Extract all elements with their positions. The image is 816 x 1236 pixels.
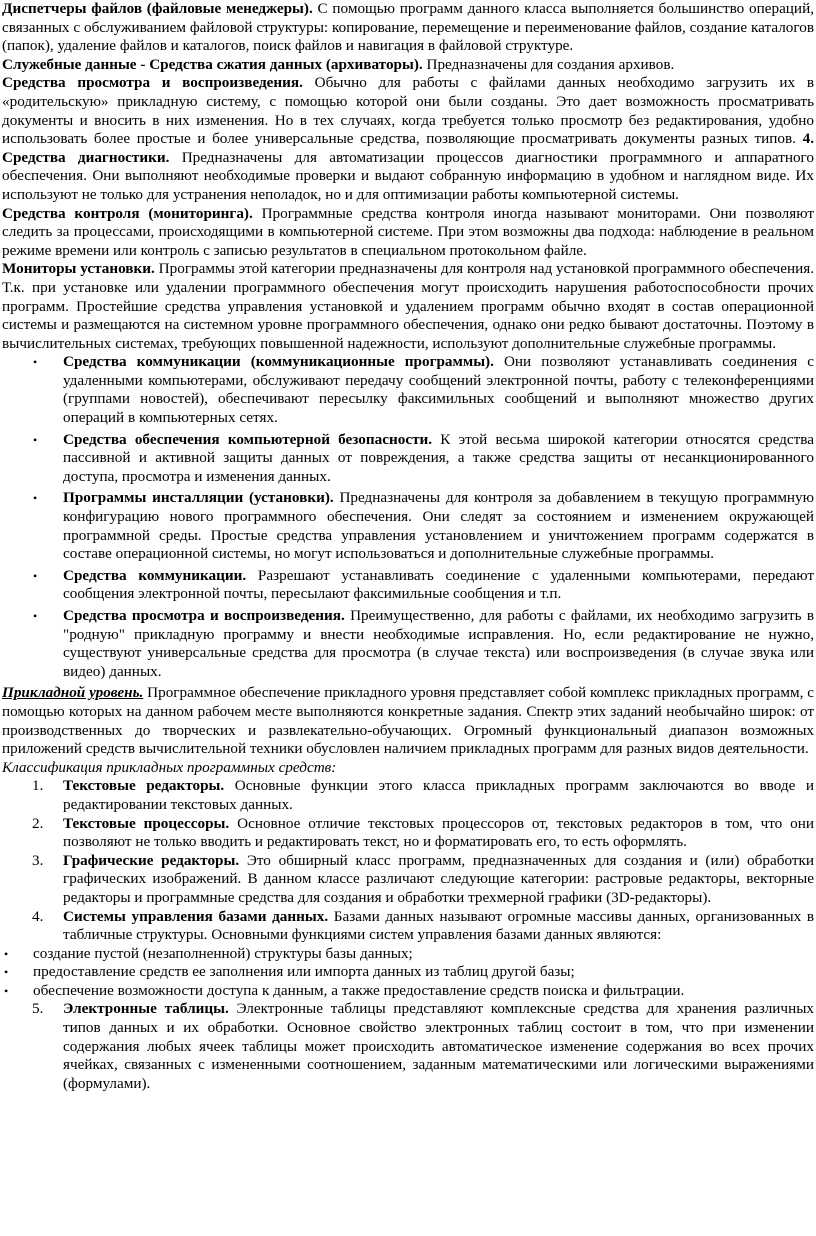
list-item [2, 982, 814, 1001]
item-number: 3. [32, 851, 44, 869]
numbered-item [2, 908, 814, 945]
text-viewers: Обычно для работы с файлами данных необходимо загрузить их в «родительскую» прикладную систему, с помощью которой они были созданы. Это дает возможность просматривать документы и вносить в них изменения. Но в тех случаях, когда требуется только просмотр без редактирования, удобно использовать более простые и более универсальные средства, позволяющие просматривать документы разных типов. [2, 74, 814, 148]
numbered-item [2, 777, 814, 814]
list-item [2, 353, 814, 427]
numbered-item-text: Электронные таблицы представляют комплексные средства для хранения различных типов данных и их обработки. Основное свойство электронных таблиц состоит в том, что при изменении содержания любых ячеек таблицы может происходить автоматическое изменение содержания во всех прочих ячейках, связанных с измененными соотношением, заданным математическими или логическими выражениями (формулами). [63, 1000, 814, 1092]
classification-heading: Классификация прикладных программных средств: [2, 758, 337, 776]
numbered-item [2, 1000, 814, 1093]
list-item [2, 607, 814, 681]
list-item-text: предоставление средств ее заполнения или импорта данных из таблиц другой базы; [33, 963, 575, 981]
list-item [2, 945, 814, 964]
numbered-item-text: Основные функции этого класса прикладных программ заключаются во вводе и редактировании текстовых данных. [63, 777, 814, 813]
list-item-text: К этой весьма широкой категории относятся средства пассивной и активной защиты данных от повреждения, а также средства защиты от несанкционированного доступа, просмотра и изменения данных. [63, 430, 814, 485]
bullet-icon: • [33, 568, 38, 583]
heading-file-managers: Диспетчеры файлов (файловые менеджеры). [2, 0, 313, 17]
list-item-heading: Программы инсталляции (установки). [63, 489, 334, 507]
item-number: 4. [32, 907, 44, 925]
bullet-icon: • [4, 965, 9, 980]
numbered-item-heading: Системы управления базами данных. [63, 907, 329, 925]
numbered-item-heading: Текстовые процессоры. [63, 814, 230, 832]
numbered-item-text: Базами данных называют огромные массивы данных, организованных в табличные структуры. Основными функциями систем управления базами данных являются: [63, 907, 814, 944]
bullet-icon: • [33, 432, 38, 447]
heading-monitoring: Средства контроля (мониторинга). [2, 204, 253, 222]
list-item-heading: Средства коммуникации. [63, 566, 247, 584]
text-applied-level: Программное обеспечение прикладного уровня представляет собой комплекс прикладных программ, с помощью которых на данном рабочем месте выполняются конкретные задания. Спектр этих заданий необычайно широк: от производственных до творческих и развлекательно-обучающих. Огромный функциональный диапазон возможных приложений средств вычислительной техники обусловлен наличием прикладных программ для разных видов деятельности. [2, 684, 814, 758]
list-item-heading: Средства обеспечения компьютерной безопасности. [63, 430, 433, 448]
heading-applied-level: Прикладной уровень. [2, 684, 144, 702]
bullet-icon: • [4, 946, 9, 961]
list-item-text: Преимущественно, для работы с файлами, их необходимо загрузить в "родную" прикладную программу и внести необходимые исправления. Но, если редактирование не нужно, существуют универсальные средства для просмотра (в случае текста) или воспроизведения (в случае звука или видео) данных. [63, 607, 814, 680]
utility-bullet-list [2, 353, 814, 681]
text-diagnostics: Предназначены для автоматизации процессов диагностики программного и аппаратного обеспечения. Они выполняют необходимые проверки и выдают собранную информацию в удобном и наглядном виде. Их используют не только для устранения неполадок, но и для оптимизации работы компьютерной системы. [2, 148, 815, 203]
list-item-text: Предназначены для контроля за добавлением в текущую программную конфигурацию нового программного обеспечения. Они следят за состоянием и изменением окружающей программной среды. Простые средства управления установлением и уничтожением программ содержатся в составе операционной системы, но могут использоваться и дополнительные служебные программы. [63, 489, 814, 563]
list-item [2, 431, 814, 487]
heading-viewers: Средства просмотра и воспроизведения. [2, 74, 303, 92]
heading-install-monitors: Мониторы установки. [2, 260, 155, 278]
applied-numbered-list [2, 777, 814, 944]
list-item-text: Они позволяют устанавливать соединения с удаленными компьютерами, обслуживают передачу сообщений электронной почты, работу с телеконференциями (группами новостей), обеспечивают пересылку факсимильных сообщений и выполняют множество других операций в компьютерных сетях. [63, 353, 814, 427]
paragraph-file-managers [2, 0, 814, 56]
list-item-heading: Средства коммуникации (коммуникационные программы). [63, 353, 494, 371]
bullet-icon: • [33, 491, 38, 506]
item-number: 2. [32, 814, 44, 832]
list-item-heading: Средства просмотра и воспроизведения. [63, 607, 345, 624]
text-install-monitors: Программы этой категории предназначены для контроля над установкой программного обеспечения. Т.к. при установке или удалении программного обеспечения могут происходить нарушения работоспособности прочих программ. Простейшие средства управления установкой и удалением программ обычно входят в состав операционной системы и размещаются на системном уровне программного обеспечения, однако они редко бывают достаточны. Поэтому в вычислительных системах, требующих повышенной надежности, используют дополнительные служебные программы. [2, 260, 814, 352]
numbered-item [2, 852, 814, 908]
numbered-item-heading: Текстовые редакторы. [63, 777, 225, 795]
item-number: 1. [32, 777, 44, 795]
list-item [2, 567, 814, 604]
list-item-text: Разрешают устанавливать соединение с удаленными компьютерами, передают сообщения электронной почты, пересылают факсимильные сообщения и т.п. [63, 566, 814, 603]
text-archivers: Предназначены для создания архивов. [422, 55, 675, 73]
bullet-icon: • [33, 609, 38, 623]
text-file-managers: С помощью программ данного класса выполняется большинство операций, связанных с обслуживанием файловой структуры: копирование, перемещение и переименование файлов, создание каталогов (папок), удаление файлов и каталогов, поиск файлов и навигация в файловой структуре. [2, 0, 814, 55]
paragraph-monitoring [2, 205, 814, 261]
item-number: 5. [32, 1000, 44, 1018]
bullet-icon: • [33, 355, 38, 370]
list-item-text: обеспечение возможности доступа к данным, а также предоставление средств поиска и фильтрации. [33, 981, 685, 999]
paragraph-viewers [2, 74, 814, 204]
list-item-text: создание пустой (незаполненной) структуры базы данных; [33, 944, 413, 962]
heading-archivers: Служебные данные - Средства сжатия данных (архиваторы). [2, 55, 423, 73]
applied-numbered-list-continued [2, 1000, 814, 1093]
paragraph-install-monitors [2, 260, 814, 353]
paragraph-archivers [2, 56, 814, 75]
text-monitoring: Программные средства контроля иногда называют мониторами. Они позволяют следить за процессами, происходящими в компьютерной системе. При этом возможны два подхода: наблюдение в реальном режиме времени или контроль с записью результатов в специальном протокольном файле. [2, 204, 814, 259]
db-functions-list [2, 945, 814, 1001]
numbered-item [2, 815, 814, 852]
numbered-item-heading: Электронные таблицы. [63, 1000, 229, 1018]
numbered-item-heading: Графические редакторы. [63, 851, 240, 869]
list-item [2, 489, 814, 563]
numbered-item-text: Это обширный класс программ, предназначенных для создания и (или) обработки графических изображений. В данном классе различают следующие категории: растровые редакторы, векторные редакторы и программные средства для создания и обработки трехмерной графики (3D-редакторы). [63, 851, 814, 906]
numbered-item-text: Основное отличие текстовых процессоров от, текстовых редакторов в том, что они позволяют не только вводить и редактировать текст, но и форматировать его, то есть оформлять. [63, 814, 814, 851]
heading-diagnostics: 4. Средства диагностики. [2, 130, 814, 166]
paragraph-applied-level [2, 684, 814, 758]
list-item [2, 963, 814, 982]
bullet-icon: • [4, 983, 9, 998]
